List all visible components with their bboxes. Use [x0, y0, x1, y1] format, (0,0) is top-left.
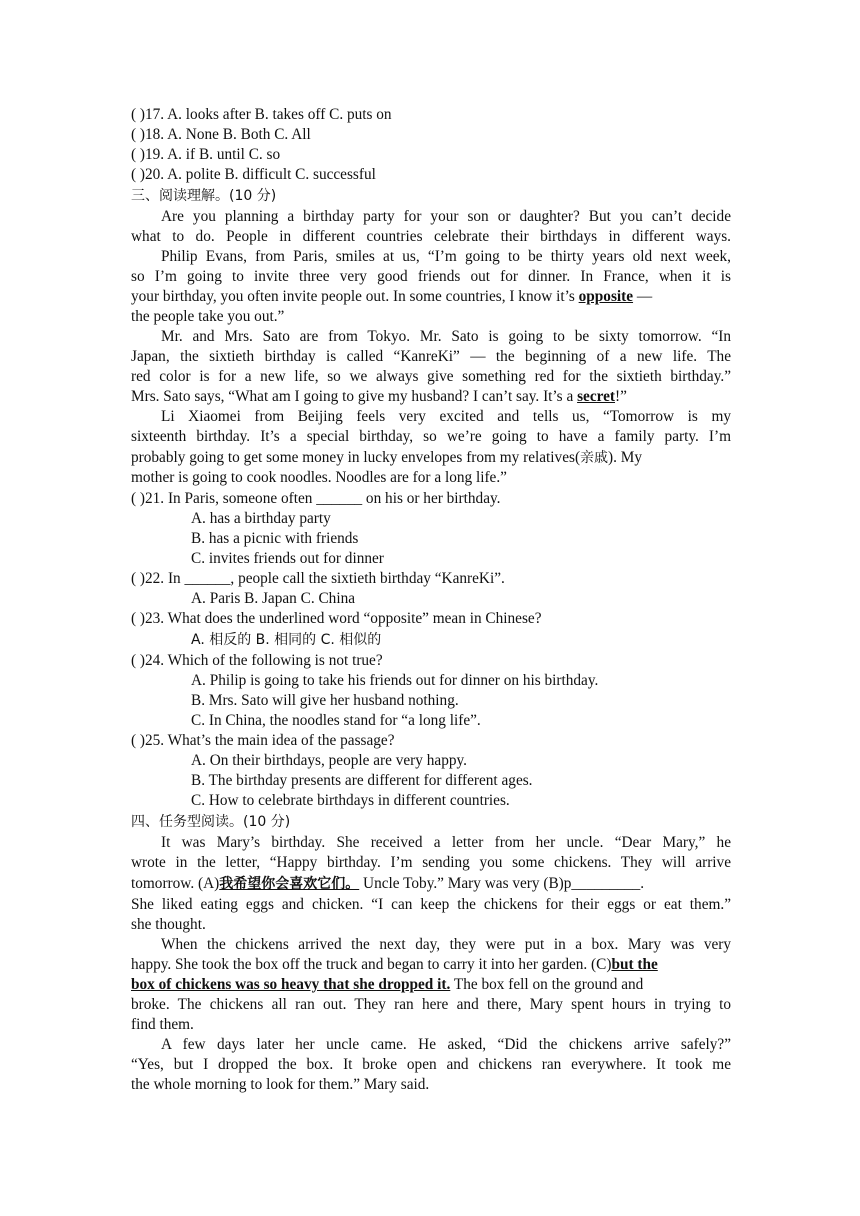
passage-line — [131, 448, 642, 468]
passage-line: sixteenth birthday. It’s a special birthday, so we’re going to have a family party. I’m — [131, 428, 731, 445]
passage-line: she thought. — [131, 916, 206, 933]
passage-line — [131, 975, 643, 995]
passage-line: A few days later her uncle came. He asked, “Did the chickens arrive safely?” — [161, 1036, 731, 1053]
passage-line: Japan, the sixtieth birthday is called “KanreKi” — the beginning of a new life. The — [131, 348, 731, 365]
passage-text: — — [636, 288, 653, 305]
question-17: ( )17. A. looks after B. takes off C. puts on — [131, 106, 392, 123]
option: A. has a birthday party — [191, 510, 331, 527]
option: C. How to celebrate birthdays in different countries. — [191, 792, 510, 809]
passage-line — [131, 874, 644, 894]
question-24: ( )24. Which of the following is not true? — [131, 652, 383, 669]
passage-line: so I’m going to invite three very good friends out for dinner. In France, when it is — [131, 268, 731, 285]
option: C. invites friends out for dinner — [191, 550, 384, 567]
chinese-gloss: 亲戚 — [580, 450, 609, 466]
section-3-heading: 三、阅读理解。(10 分) — [131, 188, 277, 204]
underlined-word-secret: secret — [577, 388, 616, 405]
passage-line — [131, 955, 731, 975]
passage-line — [131, 387, 627, 407]
passage-text: ). My — [608, 449, 643, 466]
option: B. The birthday presents are different for different ages. — [191, 772, 533, 789]
passage-line: When the chickens arrived the next day, they were put in a box. Mary was very — [161, 936, 731, 953]
option: B. has a picnic with friends — [191, 530, 359, 547]
question-25: ( )25. What’s the main idea of the passage? — [131, 732, 395, 749]
passage-line: Are you planning a birthday party for your son or daughter? But you can’t decide — [161, 208, 731, 225]
passage-line: Li Xiaomei from Beijing feels very excited and tells us, “Tomorrow is my — [161, 408, 731, 425]
passage-line: what to do. People in different countries celebrate their birthdays in different ways. — [131, 228, 731, 245]
passage-line: the whole morning to look for them.” Mary said. — [131, 1076, 430, 1093]
question-20: ( )20. A. polite B. difficult C. successful — [131, 166, 376, 183]
passage-text: your birthday, you often invite people out. In some countries, I know it’s — [131, 288, 575, 305]
option: C. In China, the noodles stand for “a long life”. — [191, 712, 481, 729]
passage-line: It was Mary’s birthday. She received a letter from her uncle. “Dear Mary,” he — [161, 834, 731, 851]
passage-line: She liked eating eggs and chicken. “I can keep the chickens for their eggs or eat them.” — [131, 896, 731, 913]
passage-line: find them. — [131, 1016, 194, 1033]
passage-text: Uncle Toby.” Mary was very (B)p_________. — [363, 875, 645, 892]
question-19: ( )19. A. if B. until C. so — [131, 146, 281, 163]
underlined-sentence-c: box of chickens was so heavy that she dropped it. — [131, 976, 451, 993]
passage-text: !” — [615, 388, 627, 405]
passage-line: the people take you out.” — [131, 308, 285, 325]
passage-line: “Yes, but I dropped the box. It broke open and chickens ran everywhere. It took me — [131, 1056, 731, 1073]
passage-text: happy. She took the box off the truck and began to carry it into her garden. (C) — [131, 956, 612, 973]
passage-line: wrote in the letter, “Happy birthday. I’m sending you some chickens. They will arrive — [131, 854, 731, 871]
passage-line: Philip Evans, from Paris, smiles at us, “I’m going to be thirty years old next week, — [161, 248, 731, 265]
question-22: ( )22. In ______, people call the sixtieth birthday “KanreKi”. — [131, 570, 505, 587]
passage-line: mother is going to cook noodles. Noodles are for a long life.” — [131, 469, 507, 486]
question-23: ( )23. What does the underlined word “opposite” mean in Chinese? — [131, 610, 542, 627]
option: A. Philip is going to take his friends out for dinner on his birthday. — [191, 672, 599, 689]
passage-text: probably going to get some money in lucky envelopes from my relatives( — [131, 449, 581, 466]
passage-text: Mrs. Sato says, “What am I going to give my husband? I can’t say. It’s a — [131, 388, 574, 405]
passage-text: tomorrow. (A) — [131, 875, 220, 892]
option: A. 相反的 B. 相同的 C. 相似的 — [191, 632, 382, 648]
passage-line — [131, 287, 731, 307]
passage-text: The box fell on the ground and — [453, 976, 644, 993]
question-18: ( )18. A. None B. Both C. All — [131, 126, 311, 143]
passage-line: Mr. and Mrs. Sato are from Tokyo. Mr. Sato is going to be sixty tomorrow. “In — [161, 328, 731, 345]
question-21: ( )21. In Paris, someone often ______ on his or her birthday. — [131, 490, 501, 507]
option: A. On their birthdays, people are very happy. — [191, 752, 467, 769]
passage-line: broke. The chickens all ran out. They ran here and there, Mary spent hours in trying to — [131, 996, 731, 1013]
option: A. Paris B. Japan C. China — [191, 590, 356, 607]
chinese-sentence-a: 我希望你会喜欢它们。 — [219, 876, 360, 892]
underlined-sentence-c: but the — [611, 956, 658, 973]
option: B. Mrs. Sato will give her husband nothing. — [191, 692, 459, 709]
section-4-heading: 四、任务型阅读。(10 分) — [131, 814, 291, 830]
underlined-word-opposite: opposite — [578, 288, 634, 305]
passage-line: red color is for a new life, so we always give something red for the sixtieth birthday.” — [131, 368, 731, 385]
